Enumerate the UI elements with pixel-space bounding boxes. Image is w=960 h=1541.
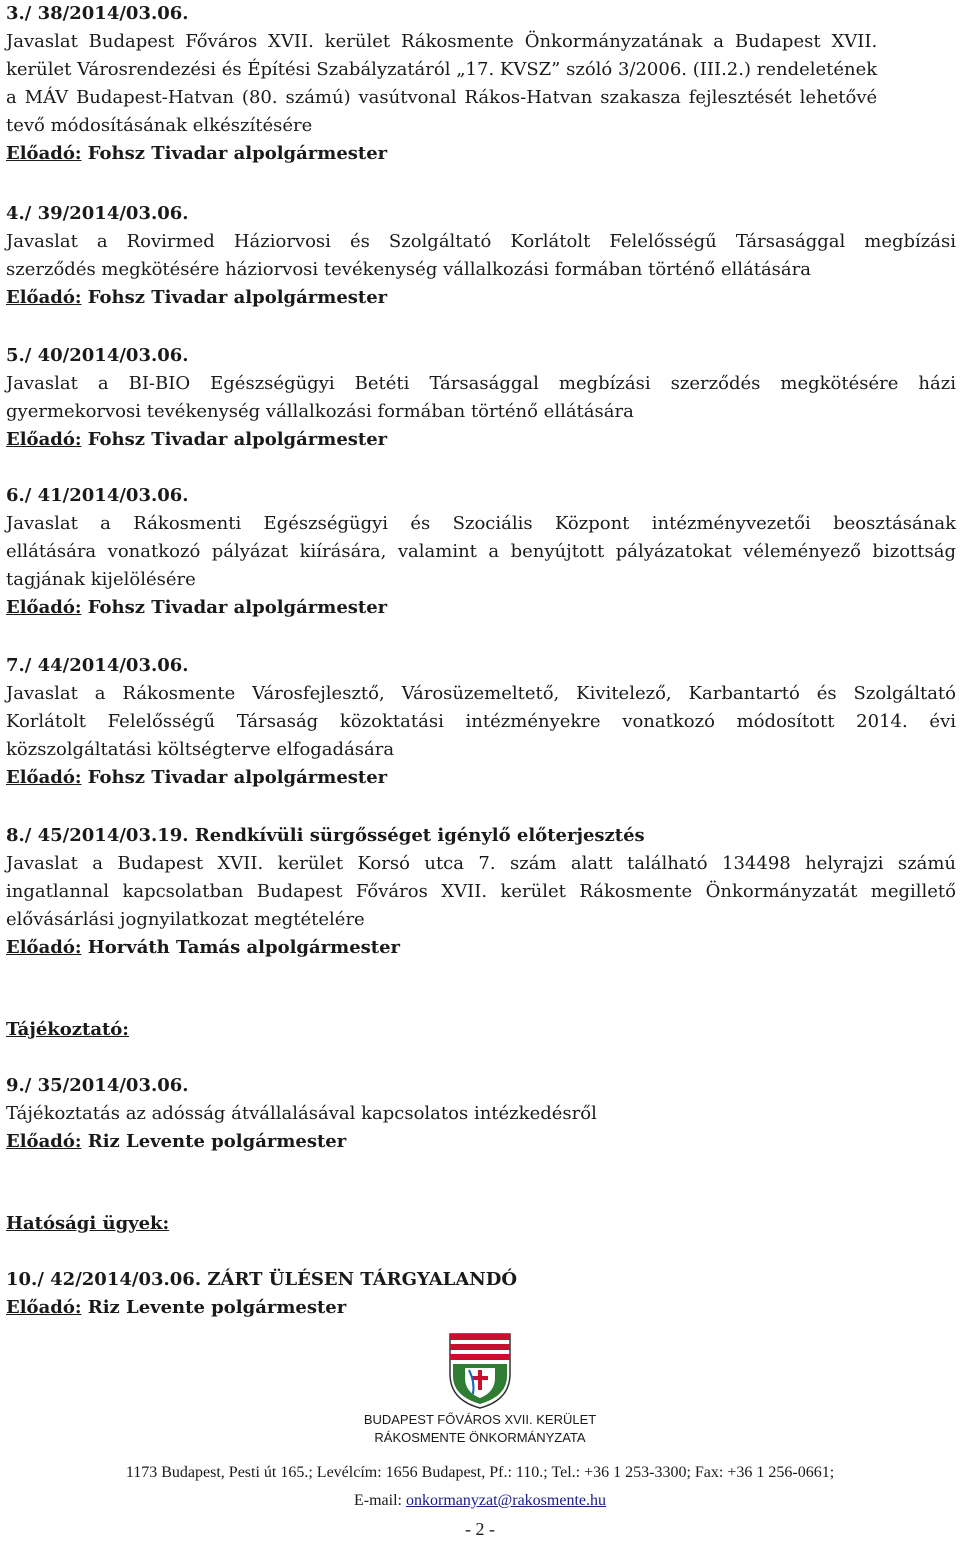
item-number-line (6, 822, 956, 850)
item-number: 8./ 45/2014/03.19. (6, 825, 189, 846)
item-number: 9./ 35/2014/03.06. (6, 1075, 189, 1096)
presenter-line (6, 594, 956, 622)
email-link[interactable]: onkormanyzat@rakosmente.hu (405, 1492, 606, 1509)
item-number: 6./ 41/2014/03.06. (6, 485, 189, 506)
item-text-line: Tájékoztatás az adósság átvállalásával kapcsolatos intézkedésről (6, 1103, 597, 1124)
presenter-line (6, 934, 956, 962)
item-text-line: tagjának kijelölésére (6, 569, 196, 590)
item-text-line: Javaslat a Rovirmed Háziorvosi és Szolgáltató Korlátolt Felelősségű Társasággal megbízási (6, 231, 956, 252)
info-section (6, 1016, 956, 1156)
presenter-name: Horváth Tamás alpolgármester (87, 937, 401, 958)
item-text-line: ingatlannal kapcsolatban Budapest Főváros XVII. kerület Rákosmente Önkormányzatát megillető (6, 881, 956, 902)
section-heading: Tájékoztató: (6, 1019, 129, 1040)
presenter-name: Fohsz Tivadar alpolgármester (87, 287, 388, 308)
item-number: 10./ 42/2014/03.06. (6, 1269, 202, 1290)
item-number: 3./ 38/2014/03.06. (6, 3, 189, 24)
presenter-name: Riz Levente polgármester (87, 1297, 347, 1318)
item-text-line: kerület Városrendezési és Építési Szabályzatáról „17. KVSZ” szóló 3/2006. (III.2.) rendeletének (6, 59, 878, 80)
agenda-item (6, 822, 956, 962)
presenter-label: Előadó: (6, 143, 82, 164)
urgent-flag: Rendkívüli sürgősséget igénylő előterjesztés (194, 825, 645, 846)
presenter-line (6, 764, 956, 792)
org-name-line1: BUDAPEST FŐVÁROS XVII. KERÜLET (363, 1412, 597, 1427)
closed-session-flag: ZÁRT ÜLÉSEN TÁRGYALANDÓ (207, 1269, 518, 1290)
authority-section (6, 1210, 956, 1322)
item-text-line: tevő módosításának elkészítésére (6, 115, 313, 136)
item-text-line: ellátására vonatkozó pályázat kiírására, valamint a benyújtott pályázatokat véleményező bizottság (6, 541, 956, 562)
presenter-label: Előadó: (6, 429, 82, 450)
presenter-name: Fohsz Tivadar alpolgármester (87, 597, 388, 618)
item-text-line: közszolgáltatási költségterve elfogadására (6, 739, 395, 760)
agenda-item (6, 482, 956, 622)
item-text-line: Javaslat a Rákosmenti Egészségügyi és Szociális Központ intézményvezetői beosztásának (6, 513, 956, 534)
presenter-line (6, 140, 877, 168)
agenda-item (6, 200, 956, 312)
presenter-line (6, 426, 956, 454)
coat-of-arms-icon (445, 1330, 515, 1410)
item-text-line: Korlátolt Felelősségű Társaság közoktatási intézményekre vonatkozó módosított 2014. évi (6, 711, 956, 732)
presenter-line (6, 284, 956, 312)
presenter-label: Előadó: (6, 937, 82, 958)
item-number: 5./ 40/2014/03.06. (6, 345, 189, 366)
item-text-line: gyermekorvosi tevékenység vállalkozási formában történő ellátására (6, 401, 634, 422)
item-number-line (6, 1266, 956, 1294)
presenter-label: Előadó: (6, 767, 82, 788)
agenda-item (6, 652, 956, 792)
presenter-name: Fohsz Tivadar alpolgármester (87, 143, 388, 164)
item-text-line: a MÁV Budapest-Hatvan (80. számú) vasútvonal Rákos-Hatvan szakasza fejlesztését lehetővé (6, 87, 878, 108)
page-number: - 2 - (465, 1519, 495, 1539)
email-label: E-mail: (354, 1492, 402, 1509)
item-number: 4./ 39/2014/03.06. (6, 203, 189, 224)
item-text-line: Javaslat a Rákosmente Városfejlesztő, Városüzemeltető, Kivitelező, Karbantartó és Szolgáltató (6, 683, 956, 704)
item-text-line: szerződés megkötésére háziorvosi tevékenység vállalkozási formában történő ellátására (6, 259, 811, 280)
item-text-line: Javaslat a BI-BIO Egészségügyi Betéti Társasággal megbízási szerződés megkötésére házi (6, 373, 956, 394)
item-text-line: Javaslat Budapest Főváros XVII. kerület Rákosmente Önkormányzatának a Budapest XVII. (6, 31, 878, 52)
presenter-name: Fohsz Tivadar alpolgármester (87, 767, 388, 788)
presenter-label: Előadó: (6, 1297, 82, 1318)
presenter-name: Riz Levente polgármester (87, 1131, 347, 1152)
presenter-line (6, 1294, 956, 1322)
footer-email-line (0, 1490, 960, 1512)
footer-address: 1173 Budapest, Pesti út 165.; Levélcím: 1656 Budapest, Pf.: 110.; Tel.: +36 1 253-3300; Fax: +36 1 256-0661; (125, 1464, 835, 1481)
org-name-line2: RÁKOSMENTE ÖNKORMÁNYZATA (374, 1430, 586, 1445)
item-number: 7./ 44/2014/03.06. (6, 655, 189, 676)
presenter-name: Fohsz Tivadar alpolgármester (87, 429, 388, 450)
agenda-item (6, 342, 956, 454)
presenter-label: Előadó: (6, 1131, 82, 1152)
agenda-item (6, 0, 877, 168)
presenter-label: Előadó: (6, 287, 82, 308)
item-text-line: elővásárlási jognyilatkozat megtételére (6, 909, 365, 930)
item-text-line: Javaslat a Budapest XVII. kerület Korsó utca 7. szám alatt található 134498 helyrajzi számú (6, 853, 956, 874)
presenter-line (6, 1128, 956, 1156)
section-heading: Hatósági ügyek: (6, 1213, 170, 1234)
presenter-label: Előadó: (6, 597, 82, 618)
